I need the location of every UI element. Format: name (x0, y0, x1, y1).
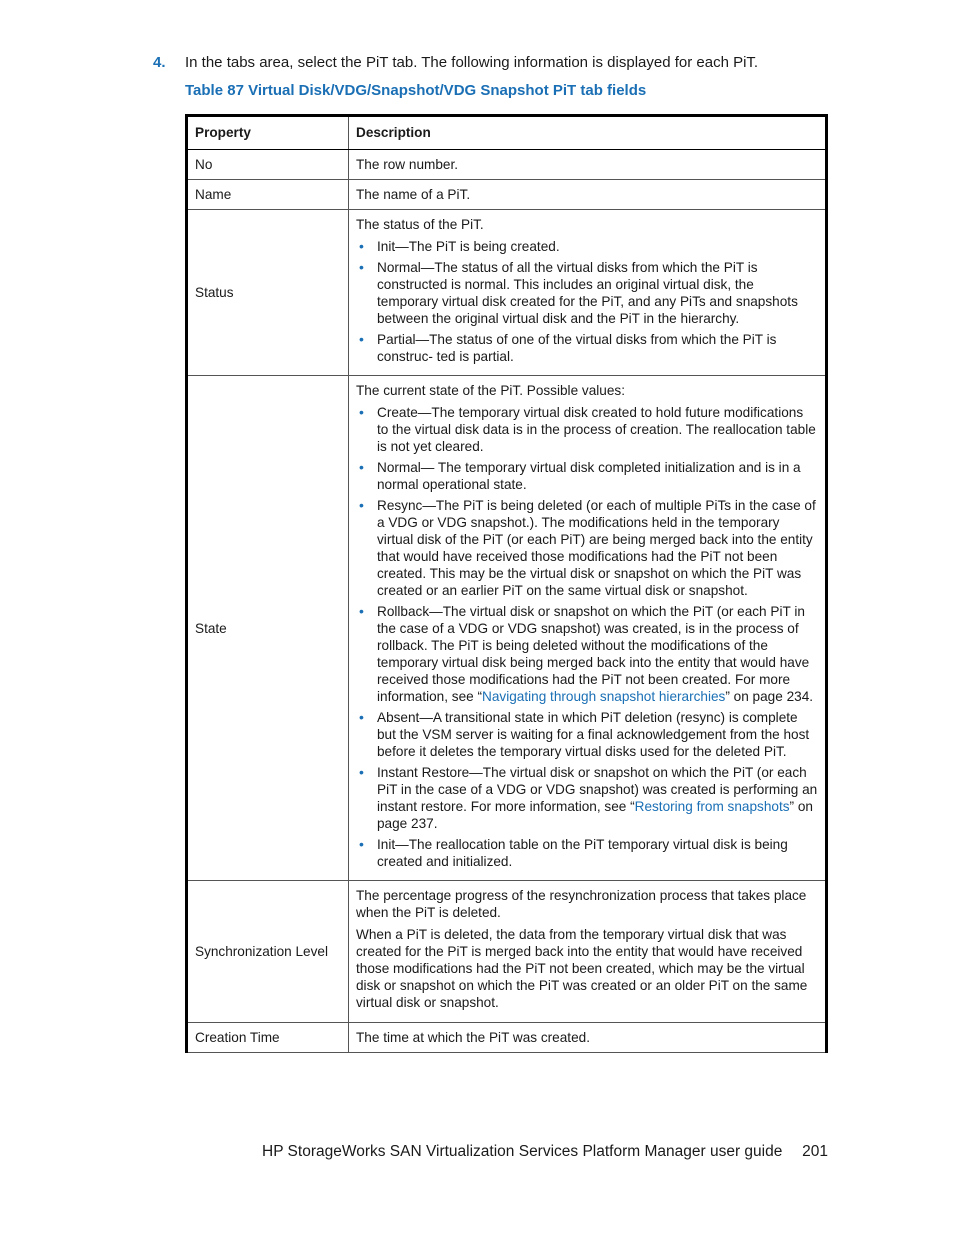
list-item: • Partial—The status of one of the virtual disks from which the PiT is construc- ted is partial. (356, 331, 818, 365)
property-cell: No (187, 150, 349, 180)
rollback-after: ” on page 234. (725, 689, 814, 704)
page-number: 201 (802, 1143, 828, 1160)
link-restoring-from-snapshots[interactable]: Restoring from snapshots (634, 799, 790, 814)
property-cell: State (187, 376, 349, 881)
list-item: • Normal— The temporary virtual disk completed initialization and is in a normal operational state. (356, 459, 818, 493)
description-cell (349, 210, 827, 376)
property-cell: Creation Time (187, 1023, 349, 1053)
list-item: • Absent—A transitional state in which PiT deletion (resync) is complete but the VSM server is waiting for a final acknowledgement from the host before it deletes the temporary virtual disks used for the deleted PiT. (356, 709, 818, 760)
description-cell: The time at which the PiT was created. (349, 1023, 827, 1053)
footer-title: HP StorageWorks SAN Virtualization Services Platform Manager user guide (262, 1143, 783, 1160)
table-caption: Table 87 Virtual Disk/VDG/Snapshot/VDG Snapshot PiT tab fields (185, 82, 647, 99)
state-list (356, 404, 818, 870)
header-description: Description (349, 116, 827, 150)
list-item: • Resync—The PiT is being deleted (or each of multiple PiTs in the case of a VDG or VDG snapshot.). The modifications held in the temporary virtual disk of the PiT (or each PiT) are being merged back into the entity that would have received those modifications had the PiT not been created. This may be the virtual disk or snapshot on which the PiT was created or an earlier PiT on the same virtual disk or snapshot. (356, 497, 818, 599)
step-text: In the tabs area, select the PiT tab. The following information is displayed for each PiT. (185, 54, 759, 71)
rollback-text: Rollback—The virtual disk or snapshot on which the PiT (or each PiT in the case of a VDG or VDG snapshot) was created, is in the process of rollback. The PiT is being deleted without the modifications of the temporary virtual disk being merged back into the entity that would have received those modifications had the PiT not been created. For more information, see “ (377, 604, 810, 704)
description-cell: The name of a PiT. (349, 180, 827, 210)
header-property: Property (187, 116, 349, 150)
property-cell: Name (187, 180, 349, 210)
table-row (187, 1023, 827, 1053)
table-row (187, 376, 827, 881)
description-cell (349, 881, 827, 1023)
description-cell (349, 376, 827, 881)
table-row (187, 210, 827, 376)
list-item: • Create—The temporary virtual disk created to hold future modifications to the virtual disk data is in the process of creation. The reallocation table is not yet cleared. (356, 404, 818, 455)
status-intro: The status of the PiT. (356, 217, 484, 232)
pit-fields-table (185, 114, 828, 1053)
sync-paragraph-2: When a PiT is deleted, the data from the temporary virtual disk that was created for the PiT is merged back into the entity that would have received those modifications had the PiT not been created, which may be the virtual disk or snapshot on which the PiT was created or an older PiT on the same virtual disk or snapshot. (356, 927, 808, 1010)
table-row (187, 150, 827, 180)
step-4 (153, 54, 833, 71)
link-navigating-snapshot-hierarchies[interactable]: Navigating through snapshot hierarchies (482, 689, 726, 704)
table-row (187, 881, 827, 1023)
description-cell: The row number. (349, 150, 827, 180)
status-list (356, 238, 818, 365)
property-cell: Synchronization Level (187, 881, 349, 1023)
sync-paragraph-1: The percentage progress of the resynchronization process that takes place when the PiT is deleted. (356, 888, 807, 920)
list-item (356, 603, 818, 705)
step-number: 4. (153, 54, 166, 71)
list-item: • Normal—The status of all the virtual disks from which the PiT is constructed is normal. This includes an original virtual disk, the temporary virtual disk created for the PiT, and any PiTs and snapshots between the original virtual disk and the PiT in the hierarchy. (356, 259, 818, 327)
list-item: • Init—The reallocation table on the PiT temporary virtual disk is being created and initialized. (356, 836, 818, 870)
table-row (187, 180, 827, 210)
list-item: • Init—The PiT is being created. (356, 238, 818, 255)
list-item (356, 764, 818, 832)
property-cell: Status (187, 210, 349, 376)
table-header-row (187, 116, 827, 150)
instant-restore-text: Instant Restore—The virtual disk or snapshot on which the PiT (or each PiT in the case of a VDG or VDG snapshot) was created is performing an instant restore. For more information, see “ (377, 765, 818, 814)
state-intro: The current state of the PiT. Possible values: (356, 383, 625, 398)
instant-restore-after: ” on page 237. (377, 799, 813, 831)
